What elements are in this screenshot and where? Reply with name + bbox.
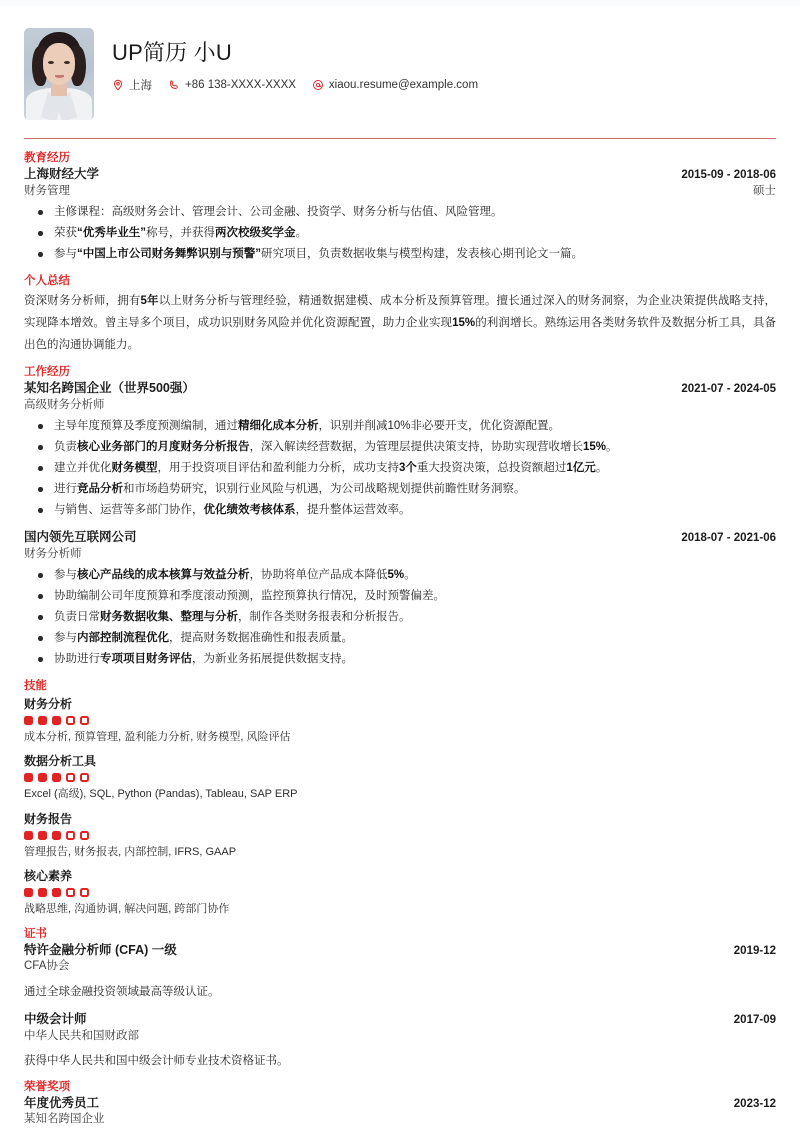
certificate-name: 中级会计师 <box>24 1012 87 1027</box>
work-date: 2021-07 - 2024-05 <box>681 383 776 396</box>
skill-level-dot <box>80 888 89 897</box>
skill-level-dot <box>38 773 47 782</box>
contact-email <box>312 79 478 91</box>
contact-email-text: xiaou.resume@example.com <box>328 79 479 92</box>
skill-level-dot <box>24 716 33 725</box>
skill-level-dot <box>38 831 47 840</box>
skill-level-dot <box>66 773 75 782</box>
section-title-awards: 荣誉奖项 <box>24 1080 70 1093</box>
section-title-work: 工作经历 <box>24 365 70 378</box>
skill-level-dot <box>66 831 75 840</box>
section-skills <box>24 679 776 917</box>
bullet-item: 主修课程：高级财务会计、管理会计、公司金融、投资学、财务分析与估值、风险管理。 <box>24 202 776 223</box>
bullet-item: 参与“中国上市公司财务舞弊识别与预警”研究项目，负责数据收集与模型构建，发表核心期刊论文一篇。 <box>24 244 776 265</box>
bullet-item: 与销售、运营等多部门协作，优化绩效考核体系，提升整体运营效率。 <box>24 500 776 521</box>
skill-level-dot <box>52 773 61 782</box>
skill-level-meter <box>24 831 776 840</box>
contact-phone-text: +86 138-XXXX-XXXX <box>185 79 296 92</box>
location-pin-icon <box>112 79 124 91</box>
phone-icon <box>168 79 180 91</box>
education-row-2 <box>24 184 776 200</box>
contact-phone <box>168 79 296 91</box>
contact-location-text: 上海 <box>129 80 152 93</box>
skill-entry <box>24 867 776 918</box>
work-role: 高级财务分析师 <box>24 398 105 411</box>
bullet-item: 参与内部控制流程优化，提高财务数据准确性和报表质量。 <box>24 628 776 649</box>
education-degree: 硕士 <box>753 184 776 197</box>
work-entry <box>24 380 776 521</box>
section-work <box>24 365 776 670</box>
work-bullets <box>24 416 776 521</box>
skill-entry <box>24 695 776 746</box>
certificate-description: 通过全球金融投资领域最高等级认证。 <box>24 986 220 998</box>
bullet-item: 负责核心业务部门的月度财务分析报告，深入解读经营数据，为管理层提供决策支持，协助实现营收增长15%。 <box>24 437 776 458</box>
skill-list <box>24 695 776 918</box>
skill-level-dot <box>52 716 61 725</box>
resume-header <box>24 6 776 134</box>
contact-location <box>112 77 152 93</box>
award-name: 年度优秀员工 <box>24 1095 100 1110</box>
skill-name: 数据分析工具 <box>24 754 97 769</box>
section-certificates <box>24 927 776 1071</box>
skill-level-dot <box>66 888 75 897</box>
section-awards <box>24 1080 776 1128</box>
award-issuer: 某知名跨国企业 <box>24 1113 105 1126</box>
skill-keywords: 成本分析, 预算管理, 盈利能力分析, 财务模型, 风险评估 <box>24 730 291 743</box>
education-bullets <box>24 202 776 265</box>
skill-name: 财务分析 <box>24 696 73 711</box>
education-major: 财务管理 <box>24 184 70 197</box>
skill-level-dot <box>80 831 89 840</box>
skill-entry <box>24 810 776 861</box>
certificate-issuer: 中华人民共和国财政部 <box>24 1029 139 1042</box>
avatar <box>24 28 94 120</box>
skill-level-dot <box>80 716 89 725</box>
award-entry <box>24 1095 776 1128</box>
skill-keywords: Excel (高级), SQL, Python (Pandas), Tableau, SAP ERP <box>24 788 298 801</box>
bullet-item: 建立并优化财务模型，用于投资项目评估和盈利能力分析，成功支持3个重大投资决策，总投资额超过1亿元。 <box>24 458 776 479</box>
skill-level-dot <box>24 831 33 840</box>
work-entry <box>24 529 776 670</box>
certificate-entry <box>24 942 776 1001</box>
header-divider <box>24 138 776 139</box>
bullet-item: 协助编制公司年度预算和季度滚动预测，监控预算执行情况，及时预警偏差。 <box>24 586 776 607</box>
page-title: UP简历 小U <box>112 40 232 65</box>
certificate-description: 获得中华人民共和国中级会计师专业技术资格证书。 <box>24 1055 289 1068</box>
skill-level-dot <box>38 888 47 897</box>
skill-level-meter <box>24 773 776 782</box>
work-bullets <box>24 565 776 670</box>
award-list <box>24 1095 776 1128</box>
work-date: 2018-07 - 2021-06 <box>681 532 776 545</box>
certificate-date: 2019-12 <box>733 944 776 957</box>
skill-level-dot <box>52 831 61 840</box>
section-title-certificates: 证书 <box>24 927 47 940</box>
certificate-date: 2017-09 <box>733 1014 776 1027</box>
skill-level-dot <box>80 773 89 782</box>
bullet-item: 进行竞品分析和市场趋势研究，识别行业风险与机遇，为公司战略规划提供前瞻性财务洞察。 <box>24 479 776 500</box>
education-school: 上海财经大学 <box>24 167 100 182</box>
skill-level-meter <box>24 888 776 897</box>
certificate-entry <box>24 1011 776 1070</box>
education-date: 2015-09 - 2018-06 <box>681 169 776 182</box>
skill-name: 核心素养 <box>24 869 73 884</box>
email-at-icon <box>312 79 324 91</box>
certificate-list <box>24 942 776 1071</box>
contact-list <box>112 77 478 93</box>
section-summary <box>24 274 776 355</box>
skill-level-dot <box>66 716 75 725</box>
skill-keywords: 战略思维, 沟通协调, 解决问题, 跨部门协作 <box>24 903 230 916</box>
skill-entry <box>24 752 776 803</box>
section-education <box>24 151 776 265</box>
award-date: 2023-12 <box>733 1097 776 1110</box>
skill-level-dot <box>24 888 33 897</box>
work-role: 财务分析师 <box>24 547 82 560</box>
bullet-item: 参与核心产品线的成本核算与效益分析，协助将单位产品成本降低5%。 <box>24 565 776 586</box>
header-text-block <box>94 28 478 93</box>
skill-level-dot <box>24 773 33 782</box>
section-title-skills: 技能 <box>24 680 47 693</box>
work-job-list <box>24 380 776 670</box>
certificate-name: 特许金融分析师 (CFA) 一级 <box>24 942 177 957</box>
skill-name: 财务报告 <box>24 811 73 826</box>
work-company: 某知名跨国企业（世界500强） <box>24 381 195 396</box>
work-company: 国内领先互联网公司 <box>24 530 137 545</box>
education-row-1 <box>24 166 776 184</box>
skill-level-dot <box>52 888 61 897</box>
certificate-issuer: CFA协会 <box>24 960 70 973</box>
bullet-item: 主导年度预算及季度预测编制，通过精细化成本分析，识别并削减10%非必要开支，优化资源配置。 <box>24 416 776 437</box>
skill-level-meter <box>24 716 776 725</box>
skill-keywords: 管理报告, 财务报表, 内部控制, IFRS, GAAP <box>24 845 237 858</box>
section-title-summary: 个人总结 <box>24 275 70 288</box>
summary-text: 资深财务分析师，拥有5年以上财务分析与管理经验，精通数据建模、成本分析及预算管理。擅长通过深入的财务洞察，为企业决策提供战略支持，实现降本增效。曾主导多个项目，成功识别财务风险并优化资源配置，助力企业实现15%的利润增长。熟练运用各类财务软件及数据分析工具，具备出色的沟通协调能力。 <box>24 294 776 351</box>
section-title-education: 教育经历 <box>24 152 70 164</box>
bullet-item: 荣获“优秀毕业生”称号，并获得两次校级奖学金。 <box>24 223 776 244</box>
bullet-item: 协助进行专项项目财务评估，为新业务拓展提供数据支持。 <box>24 649 776 670</box>
bullet-item: 负责日常财务数据收集、整理与分析，制作各类财务报表和分析报告。 <box>24 607 776 628</box>
skill-level-dot <box>38 716 47 725</box>
